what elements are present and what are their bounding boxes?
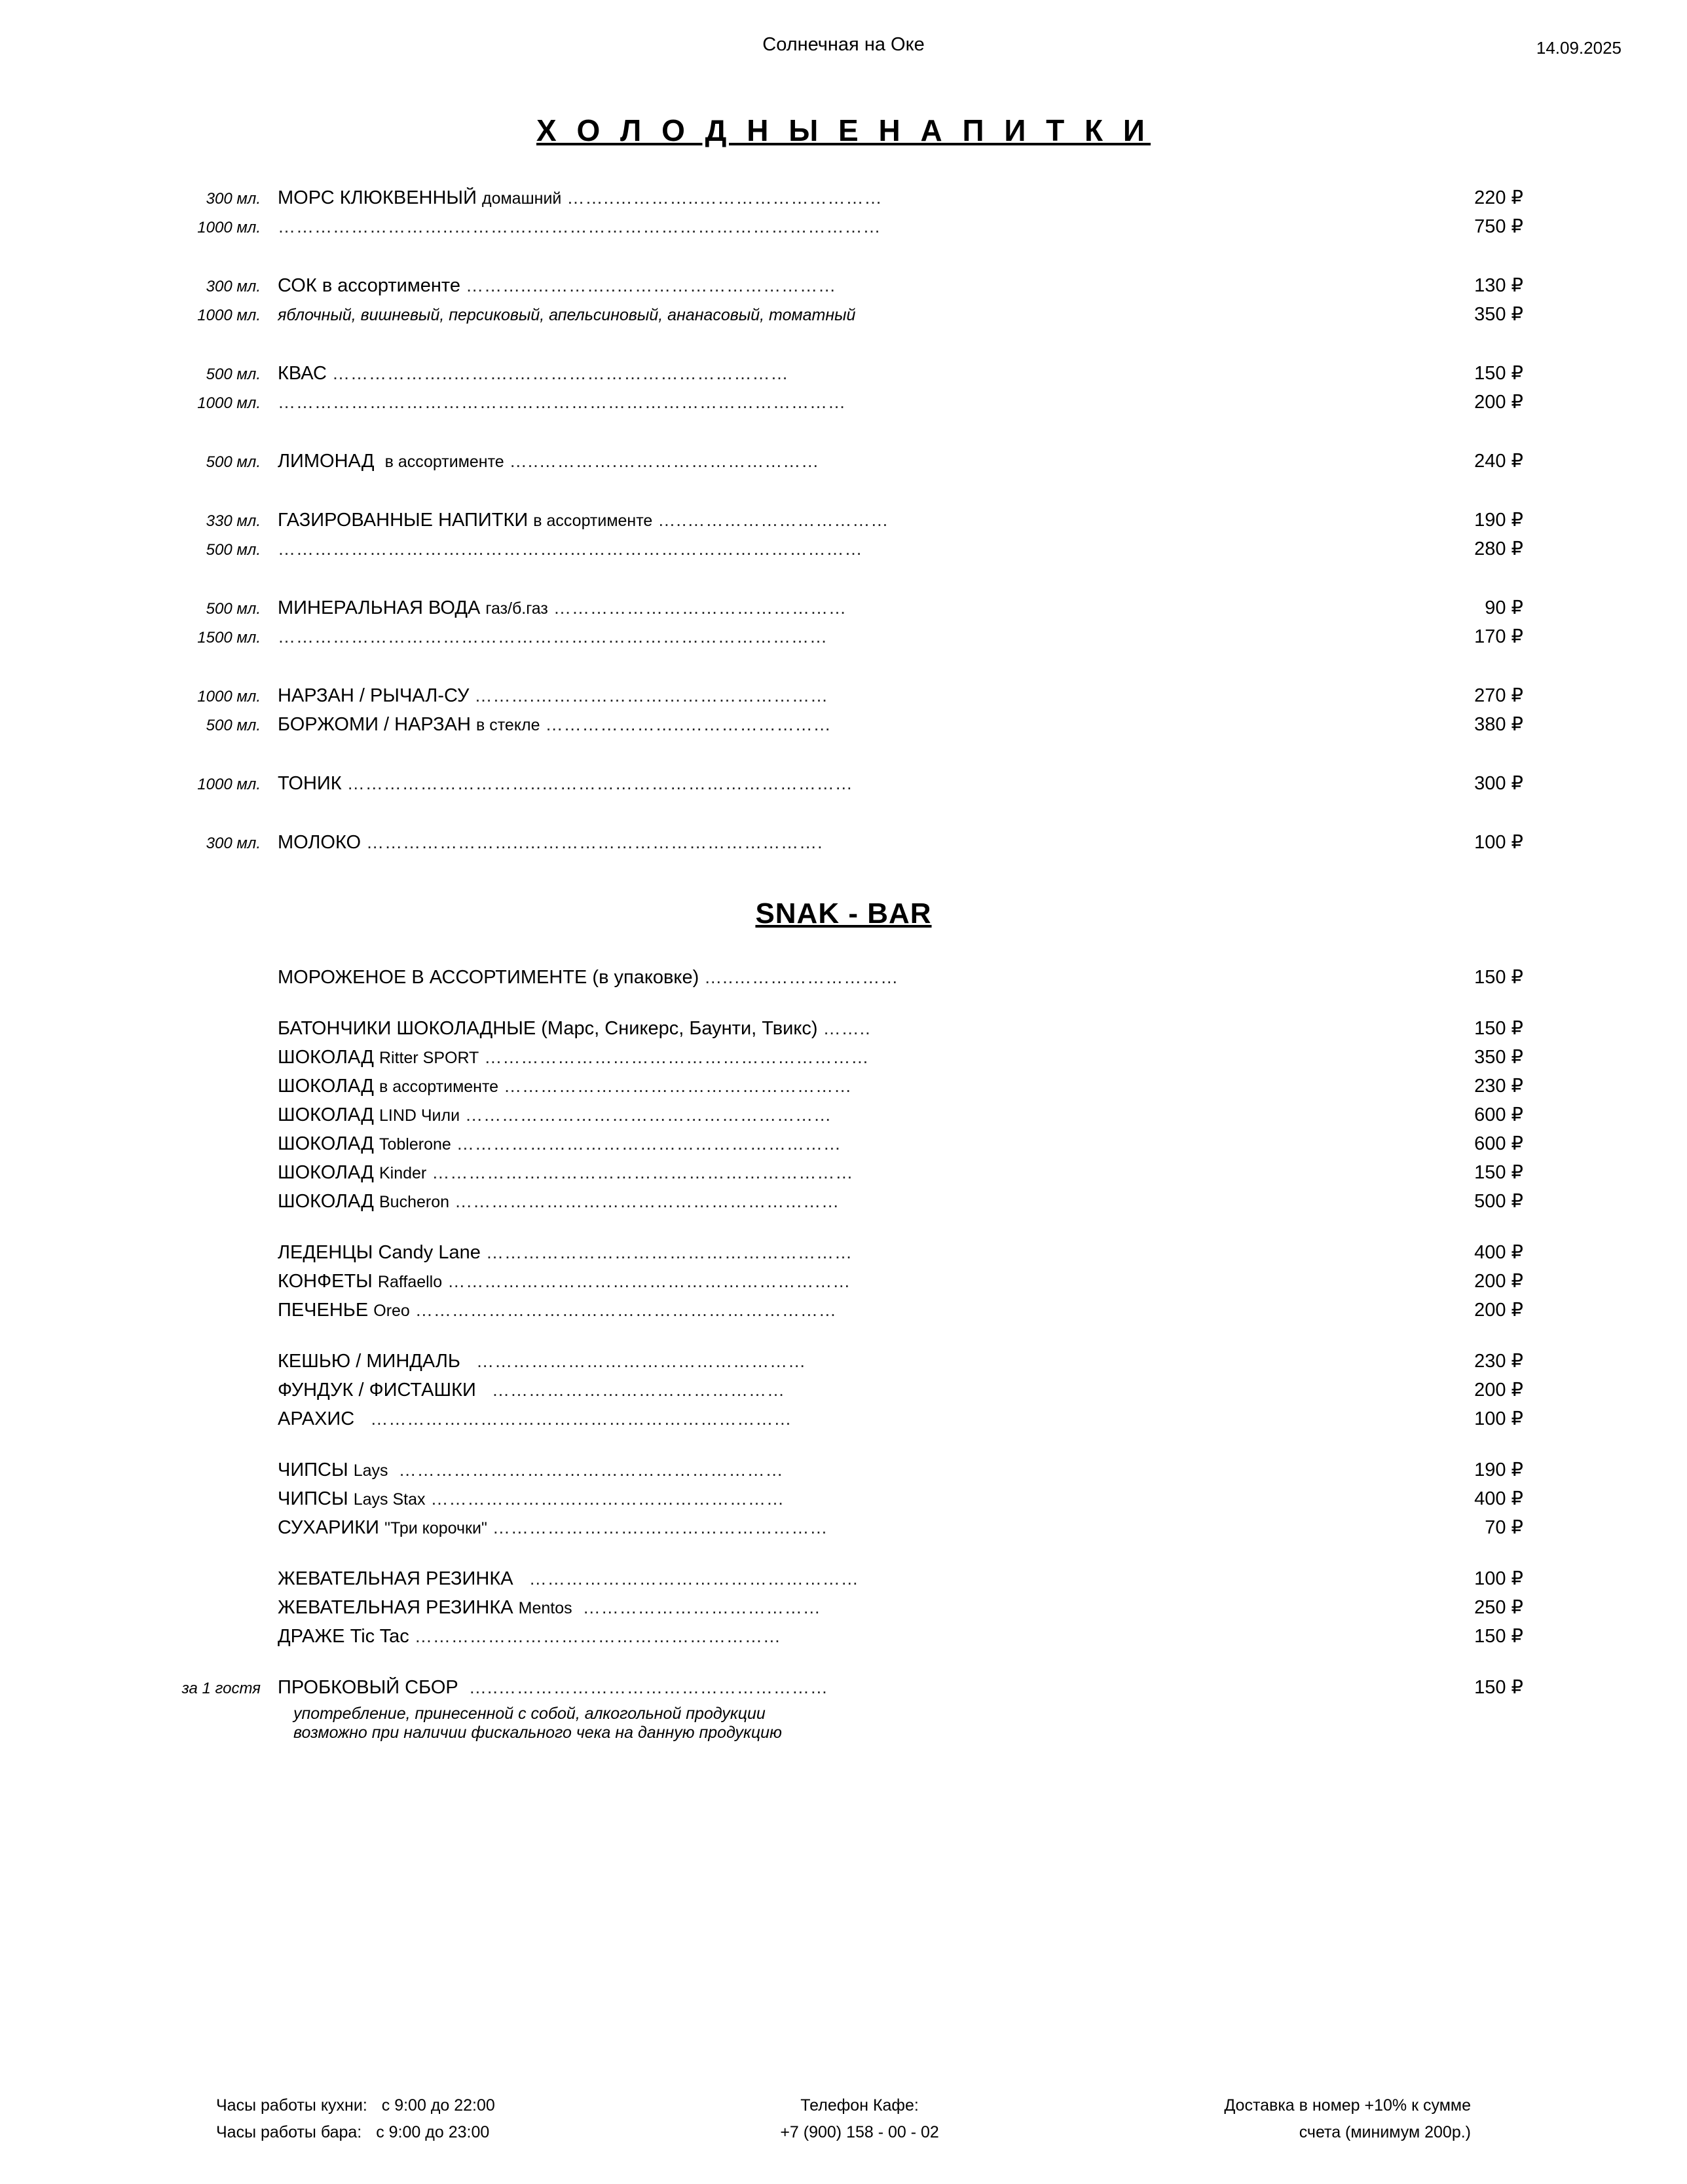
item-price: 150 ₽ <box>1474 1677 1523 1698</box>
menu-item-row <box>156 1270 1531 1298</box>
menu-item-row <box>156 274 1531 303</box>
item-price: 150 ₽ <box>1474 1018 1523 1039</box>
item-price: 270 ₽ <box>1474 685 1523 706</box>
spacer <box>156 478 1531 508</box>
menu-item-row <box>156 1625 1531 1653</box>
menu-item-row <box>156 831 1531 859</box>
item-name: ШОКОЛАД Ritter SPORT ……………………………………………………… <box>278 1047 870 1068</box>
item-name: НАРЗАН / РЫЧАЛ-СУ ……….………………………………………… <box>278 685 828 706</box>
item-name: ЛЕДЕНЦЫ Candy Lane …………………………………………………… <box>278 1242 853 1263</box>
menu-item-row <box>156 1676 1531 1704</box>
menu-item-row <box>156 625 1531 654</box>
item-name: МИНЕРАЛЬНАЯ ВОДА газ/б.газ ………………………………………… <box>278 597 847 618</box>
item-price: 200 ₽ <box>1474 1300 1523 1321</box>
spacer <box>156 419 1531 449</box>
item-name: КОНФЕТЫ Raffaello ………………………………………………………… <box>278 1271 851 1292</box>
spacer <box>156 1653 1531 1676</box>
item-leader-dots: ……………………………………………………… <box>398 1460 784 1480</box>
item-price: 350 ₽ <box>1474 1047 1523 1068</box>
item-price: 300 ₽ <box>1474 773 1523 794</box>
spacer <box>156 566 1531 596</box>
item-price: 250 ₽ <box>1474 1597 1523 1618</box>
item-leader-dots: ………………………..………….………………………………………………… <box>278 217 881 236</box>
delivery-note-line1: Доставка в номер +10% к сумме <box>1224 2096 1471 2115</box>
menu-item-row <box>156 215 1531 244</box>
section-title-snak-bar: SNAK - BAR <box>755 897 932 930</box>
item-subname: газ/б.газ <box>485 599 548 618</box>
item-price: 150 ₽ <box>1474 1162 1523 1183</box>
bar-hours-value: с 9:00 до 23:00 <box>376 2122 490 2141</box>
item-leader-dots: …………………………………………………… <box>414 1627 781 1646</box>
item-price: 500 ₽ <box>1474 1191 1523 1212</box>
menu-item-row <box>156 1349 1531 1378</box>
item-volume: 500 мл. <box>206 717 261 734</box>
item-leader-dots: …………………….………………………… <box>492 1518 828 1537</box>
bar-hours-label: Часы работы бара: <box>216 2122 362 2141</box>
item-price: 190 ₽ <box>1474 510 1523 531</box>
item-price: 350 ₽ <box>1474 304 1523 325</box>
item-price: 280 ₽ <box>1474 538 1523 559</box>
item-name: ФУНДУК / ФИСТАШКИ ………………………………………… <box>278 1380 786 1401</box>
item-leader-dots: ……………………………………………………… <box>484 1047 870 1067</box>
item-name <box>275 626 1399 648</box>
item-name: КЕШЬЮ / МИНДАЛЬ ……………………………………………… <box>278 1351 807 1372</box>
item-name: КВАС ………………..……….……………………………………… <box>278 363 789 384</box>
item-name: ШОКОЛАД LIND Чили …………………………………………………… <box>278 1104 832 1125</box>
snak-bar-list <box>156 966 1531 1742</box>
item-subname: в стекле <box>476 716 540 734</box>
item-price: 240 ₽ <box>1474 451 1523 472</box>
phone-label: Телефон Кафе: <box>800 2096 919 2115</box>
footer-delivery <box>1224 2092 1471 2147</box>
item-leader-dots: ……………………………………………… <box>528 1569 859 1589</box>
menu-item-row <box>156 1378 1531 1407</box>
item-volume: 300 мл. <box>206 190 261 208</box>
item-volume: 500 мл. <box>206 541 261 559</box>
item-price: 600 ₽ <box>1474 1133 1523 1154</box>
item-price: 230 ₽ <box>1474 1351 1523 1372</box>
item-leader-dots: ……………………………………………………………………………… <box>278 627 828 647</box>
item-leader-dots: ………..…………..……………………………… <box>466 276 837 295</box>
item-subname: LIND Чили <box>379 1106 460 1125</box>
phone-number[interactable]: +7 (900) 158 - 00 - 02 <box>780 2122 939 2141</box>
menu-item-row <box>156 1567 1531 1596</box>
item-name: БАТОНЧИКИ ШОКОЛАДНЫЕ (Марс, Сникерс, Баунти, Твикс) …….. <box>278 1018 871 1039</box>
item-price: 130 ₽ <box>1474 275 1523 296</box>
item-leader-dots: …………………………………………………………… <box>415 1300 837 1320</box>
item-subname: в ассортименте <box>379 1078 499 1096</box>
menu-item-row <box>156 537 1531 566</box>
item-subname: Lays <box>353 1461 388 1480</box>
item-name: ЖЕВАТЕЛЬНАЯ РЕЗИНКА ……………………………………………… <box>278 1568 859 1589</box>
item-name: ТОНИК …………………………..…………………………………………… <box>278 773 853 794</box>
section-title-cold-drinks: Х О Л О Д Н Ы Е Н А П И Т К И <box>536 113 1151 147</box>
item-volume: 500 мл. <box>206 600 261 618</box>
item-price: 400 ₽ <box>1474 1488 1523 1509</box>
menu-item-row <box>156 362 1531 390</box>
item-volume: 1000 мл. <box>197 776 261 793</box>
footer-hours <box>216 2092 495 2147</box>
kitchen-hours <box>216 2092 495 2119</box>
item-subname: Mentos <box>518 1599 572 1617</box>
item-name: ШОКОЛАД Toblerone ……………………………………………………… <box>278 1133 842 1154</box>
menu-item-row <box>156 186 1531 215</box>
item-subname: в ассортименте <box>384 453 504 471</box>
item-volume: за 1 гостя <box>181 1680 261 1697</box>
item-leader-dots: …………………………..…………………………………………… <box>346 774 853 793</box>
item-leader-dots: …………………..…………………… <box>545 715 832 734</box>
item-name: ГАЗИРОВАННЫЕ НАПИТКИ в ассортименте …..…………………………… <box>278 510 889 531</box>
item-price: 200 ₽ <box>1474 1380 1523 1401</box>
menu-item-row <box>156 1407 1531 1436</box>
menu-item-row <box>156 449 1531 478</box>
venue-name: Солнечная на Оке <box>762 34 925 55</box>
menu-item-row <box>156 1045 1531 1074</box>
item-leader-dots: …………………………………………………………… <box>432 1163 854 1182</box>
item-subname: домашний <box>482 189 562 208</box>
spacer <box>156 331 1531 362</box>
item-leader-dots: …………………………………………………… <box>465 1105 832 1125</box>
menu-item-row <box>156 1190 1531 1218</box>
menu-item-row <box>156 1298 1531 1327</box>
item-name: БОРЖОМИ / НАРЗАН в стекле …………………..…………………… <box>278 714 832 735</box>
menu-item-row <box>156 713 1531 742</box>
item-volume: 300 мл. <box>206 278 261 295</box>
item-price: 380 ₽ <box>1474 714 1523 735</box>
footer-phone <box>780 2092 939 2147</box>
menu-item-row <box>156 1161 1531 1190</box>
menu-item-row <box>156 684 1531 713</box>
item-leader-dots: ………………………………………………………… <box>447 1271 851 1291</box>
menu-item-row <box>156 1241 1531 1270</box>
item-leader-dots: ……………………………………………… <box>476 1351 807 1371</box>
page-header <box>0 0 1687 59</box>
item-price: 100 ₽ <box>1474 1568 1523 1589</box>
item-volume: 500 мл. <box>206 366 261 383</box>
item-leader-dots: …..………….…………………………… <box>509 451 820 471</box>
item-name: ЛИМОНАД в ассортименте …..………….…………………………… <box>278 451 820 472</box>
item-name: МОРОЖЕНОЕ В АССОРТИМЕНТЕ (в упаковке) …..……………………… <box>278 967 899 988</box>
item-leader-dots: ……..…………..………………………… <box>566 188 883 208</box>
item-name: АРАХИС …………………………………………………………… <box>278 1408 792 1429</box>
item-name: ДРАЖЕ Tic Tac …………………………………………………… <box>278 1626 781 1647</box>
item-volume: 1500 мл. <box>197 629 261 647</box>
item-name <box>275 392 1399 413</box>
spacer <box>156 1545 1531 1567</box>
menu-item-row <box>156 1017 1531 1045</box>
item-price: 150 ₽ <box>1474 967 1523 988</box>
item-leader-dots: ………………………………………… <box>492 1380 786 1400</box>
menu-item-row <box>156 1516 1531 1545</box>
item-leader-dots: …..……………………… <box>704 968 899 987</box>
item-price: 150 ₽ <box>1474 1626 1523 1647</box>
item-subname: в ассортименте <box>533 512 653 530</box>
corkage-note-line1: употребление, принесенной с собой, алкогольной продукции <box>293 1704 766 1723</box>
spacer <box>156 1327 1531 1349</box>
item-name <box>275 216 1399 238</box>
item-subname: Raffaello <box>377 1273 443 1291</box>
spacer <box>156 742 1531 772</box>
item-price: 200 ₽ <box>1474 392 1523 413</box>
item-leader-dots: …..……………………………………………… <box>468 1678 828 1697</box>
item-leader-dots: ………………………………………… <box>553 598 847 618</box>
spacer <box>156 800 1531 831</box>
item-leader-dots: ………………………………… <box>582 1598 821 1617</box>
item-volume: 330 мл. <box>206 512 261 530</box>
spacer <box>156 994 1531 1017</box>
item-volume: 1000 мл. <box>197 394 261 412</box>
item-name: МОРС КЛЮКВЕННЫЙ домашний ……..…………..………………………… <box>278 187 883 208</box>
item-subname: "Три корочки" <box>384 1519 487 1537</box>
item-name: ПРОБКОВЫЙ СБОР …..……………………………………………… <box>278 1677 828 1698</box>
corkage-note-line2: возможно при наличии фискального чека на данную продукцию <box>293 1723 782 1742</box>
item-price: 750 ₽ <box>1474 216 1523 237</box>
item-subname: Kinder <box>379 1164 427 1182</box>
item-subname: Lays Stax <box>353 1490 426 1509</box>
menu-item-row <box>156 1103 1531 1132</box>
item-description <box>275 304 1399 326</box>
item-name: ЧИПСЫ Lays Stax …………………….…………………………… <box>278 1488 785 1509</box>
spacer <box>156 244 1531 274</box>
item-price: 70 ₽ <box>1485 1517 1523 1538</box>
item-price: 170 ₽ <box>1474 626 1523 647</box>
item-leader-dots: ………………………………………………… <box>504 1076 853 1096</box>
item-price: 190 ₽ <box>1474 1459 1523 1480</box>
item-price: 220 ₽ <box>1474 187 1523 208</box>
item-leader-dots: ………………………….……………..………………………………………… <box>278 539 863 559</box>
item-leader-dots: …………………………………………………… <box>485 1243 853 1262</box>
item-name: ЧИПСЫ Lays ……………………………………………………… <box>278 1459 784 1480</box>
spacer <box>156 654 1531 684</box>
item-name: МОЛОКО ……………………..…………………………………………. <box>278 832 823 853</box>
item-price: 100 ₽ <box>1474 832 1523 853</box>
item-price: 150 ₽ <box>1474 363 1523 384</box>
menu-item-row <box>156 1132 1531 1161</box>
menu-item-row <box>156 1458 1531 1487</box>
item-leader-dots: ………………..……….……………………………………… <box>331 364 789 383</box>
menu-item-row <box>156 772 1531 800</box>
bar-hours <box>216 2119 495 2146</box>
kitchen-hours-value: с 9:00 до 22:00 <box>381 2096 495 2115</box>
item-volume: 500 мл. <box>206 453 261 471</box>
spacer <box>156 1436 1531 1458</box>
item-leader-dots: …….. <box>823 1019 871 1038</box>
menu-item-row <box>156 508 1531 537</box>
item-subname: Oreo <box>373 1302 410 1320</box>
spacer <box>156 1218 1531 1241</box>
kitchen-hours-label: Часы работы кухни: <box>216 2096 367 2115</box>
item-subname: Ritter SPORT <box>379 1049 479 1067</box>
item-name <box>275 538 1399 560</box>
item-price: 200 ₽ <box>1474 1271 1523 1292</box>
item-leader-dots: ……………………………………………………… <box>454 1192 840 1211</box>
menu-item-row <box>156 596 1531 625</box>
menu-item-row <box>156 1487 1531 1516</box>
item-name: ШОКОЛАД Bucheron ……………………………………………………… <box>278 1191 840 1212</box>
item-leader-dots: …..…………………………… <box>658 510 889 530</box>
item-leader-dots: ……………………………………………………… <box>456 1134 842 1154</box>
item-subname: Toblerone <box>379 1135 451 1154</box>
menu-item-row <box>156 1596 1531 1625</box>
item-price: 100 ₽ <box>1474 1408 1523 1429</box>
item-name: СУХАРИКИ "Три корочки" …………………….………………………… <box>278 1517 828 1538</box>
item-leader-dots: ……….………………………………………… <box>474 686 828 706</box>
item-price: 400 ₽ <box>1474 1242 1523 1263</box>
item-price: 600 ₽ <box>1474 1104 1523 1125</box>
item-volume: 1000 мл. <box>197 307 261 324</box>
item-volume: 1000 мл. <box>197 219 261 236</box>
item-leader-dots: ………………………………………………………………………………… <box>278 392 846 412</box>
item-price: 90 ₽ <box>1485 597 1523 618</box>
menu-item-row <box>156 966 1531 994</box>
item-name: ШОКОЛАД Kinder …………………………………………………………… <box>278 1162 854 1183</box>
menu-item-row <box>156 390 1531 419</box>
menu-item-row <box>156 1074 1531 1103</box>
item-price: 230 ₽ <box>1474 1076 1523 1097</box>
delivery-note-line2: счета (минимум 200р.) <box>1299 2122 1471 2141</box>
item-leader-dots: …………………….…………………………… <box>430 1489 785 1509</box>
item-leader-dots: …………………………………………………………… <box>370 1409 792 1429</box>
menu-date: 14.09.2025 <box>1536 38 1622 58</box>
item-name: ЖЕВАТЕЛЬНАЯ РЕЗИНКА Mentos ………………………………… <box>278 1597 821 1618</box>
item-name: СОК в ассортименте ………..…………..……………………………… <box>278 275 837 296</box>
cold-drinks-list <box>156 186 1531 859</box>
item-volume: 300 мл. <box>206 835 261 852</box>
item-name: ШОКОЛАД в ассортименте ………………………………………………… <box>278 1076 853 1097</box>
item-volume: 1000 мл. <box>197 688 261 706</box>
item-variants: яблочный, вишневый, персиковый, апельсиновый, ананасовый, томатный <box>278 306 856 324</box>
menu-item-row <box>156 303 1531 331</box>
item-leader-dots: ……………………..…………………………………………. <box>366 833 823 852</box>
item-subname: Bucheron <box>379 1193 450 1211</box>
item-name: ПЕЧЕНЬЕ Oreo …………………………………………………………… <box>278 1300 837 1321</box>
page-footer <box>0 2092 1687 2147</box>
